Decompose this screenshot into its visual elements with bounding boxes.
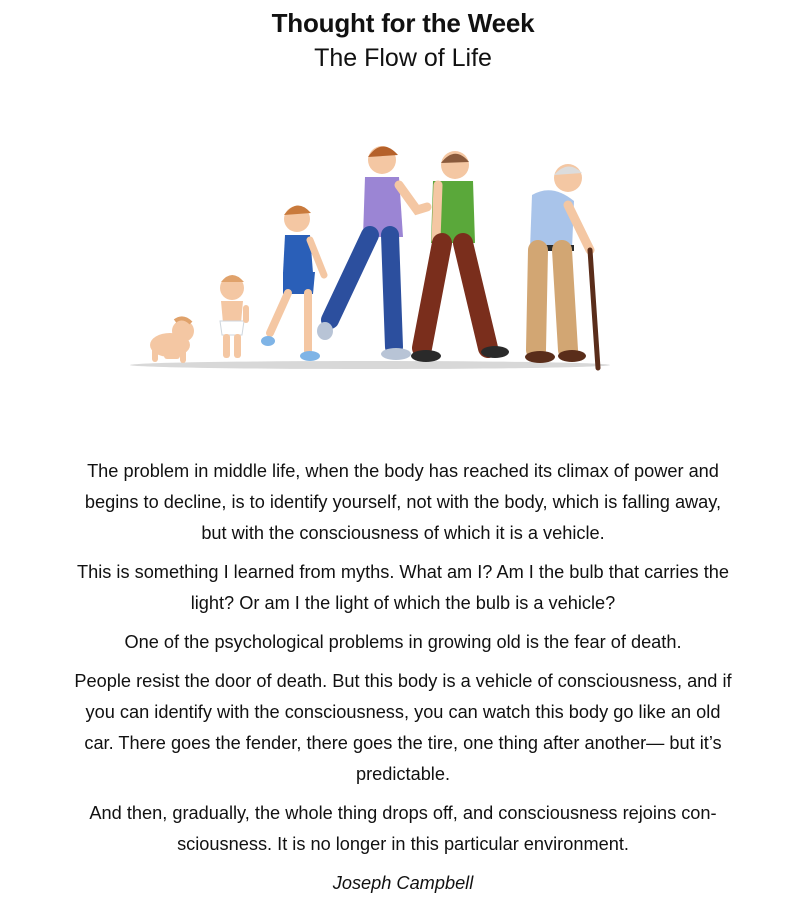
quote-body [40,456,766,899]
text-line: predictable. [355,764,451,784]
text-line: And then, gradually, the whole thing drops off, and consciousness rejoins con- [89,803,717,823]
text-line: begins to decline, is to identify yourself, not with the body, which is falling away, [84,492,722,512]
middle-aged-man-figure [411,151,509,362]
paragraph-5 [40,798,766,860]
toddler-figure [220,275,249,358]
cane [590,250,598,368]
paragraph-4 [40,666,766,790]
text-line: One of the psychological problems in growing old is the fear of death. [124,632,682,652]
paragraph-1 [40,456,766,549]
young-man-figure [317,146,427,360]
crawling-baby-figure [150,318,194,363]
text-line: you can identify with the consciousness, you can watch this body go like an old [85,702,721,722]
flow-of-life-illustration [120,135,620,380]
text-line: car. There goes the fender, there goes the tire, one thing after another— but it’s [84,733,722,753]
page-subtitle: The Flow of Life [314,44,492,72]
paragraph-2 [40,557,766,619]
page-title: Thought for the Week [271,8,535,38]
text-line: light? Or am I the light of which the bulb is a vehicle? [190,593,616,613]
elderly-man-figure [525,164,598,368]
child-figure [261,205,324,361]
paragraph-3 [40,627,766,658]
text-line: People resist the door of death. But this body is a vehicle of consciousness, and if [74,671,732,691]
text-line: This is something I learned from myths. What am I? Am I the bulb that carries the [77,562,729,582]
text-line: sciousness. It is no longer in this particular environment. [177,834,629,854]
text-line: but with the consciousness of which it is a vehicle. [201,523,605,543]
text-line: The problem in middle life, when the body has reached its climax of power and [87,461,719,481]
attribution: Joseph Campbell [332,873,474,893]
